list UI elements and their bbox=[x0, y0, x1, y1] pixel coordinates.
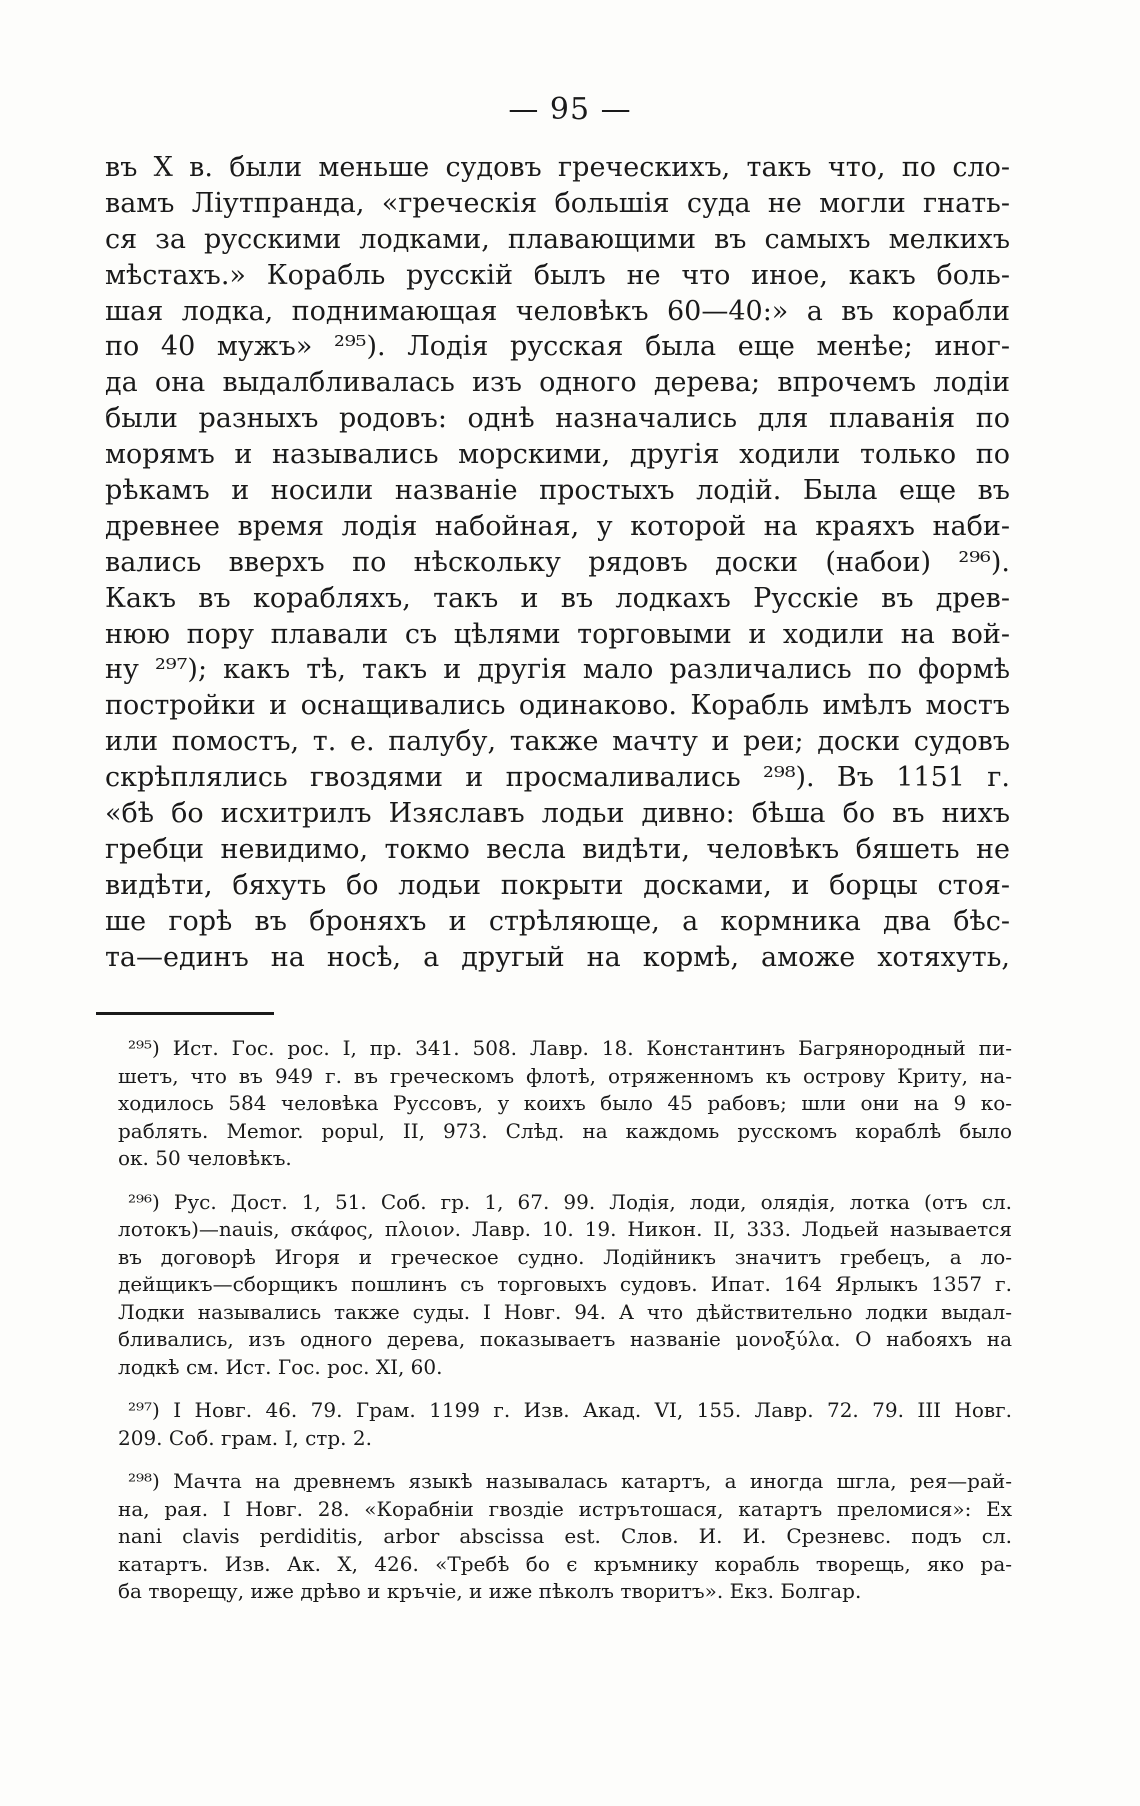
page-number: — 95 — bbox=[508, 92, 632, 127]
footnote-line: Лодки назывались также суды. I Новг. 94. А что дѣйствительно лодки выдал- bbox=[118, 1299, 1012, 1324]
text-line: рѣкамъ и носили названіе простыхъ лодій. Была еще въ bbox=[105, 475, 1010, 507]
footnote-line: ходилось 584 человѣка Руссовъ, у коихъ было 45 рабовъ; шли они на 9 ко- bbox=[118, 1091, 1012, 1115]
footnote-line: на, рая. I Новг. 28. «Корабнiи гвоздiе истрътошася, катартъ преломися»: Ex bbox=[118, 1496, 1012, 1521]
footnote-line: бливались, изъ одного дерева, показываетъ названіе μονοξύλα. О набояхъ на bbox=[118, 1327, 1012, 1351]
footnote-line: шетъ, что въ 949 г. въ греческомъ флотѣ, отряженномъ къ острову Криту, на- bbox=[118, 1063, 1012, 1088]
footnote-divider bbox=[96, 1012, 274, 1015]
footnote-line: лотокъ)—nauis, σκάφος, πλοιον. Лавр. 10. 19. Никон. II, 333. Лодьей называется bbox=[118, 1217, 1012, 1241]
text-line: мѣстахъ.» Корабль русскій былъ не что иное, какъ боль- bbox=[105, 259, 1010, 291]
text-line: вамъ Ліутпранда, «греческія большія суда не могли гнать- bbox=[105, 187, 1010, 219]
text-line: ну ²⁹⁷); какъ тѣ, такъ и другія мало различались по формѣ bbox=[105, 654, 1010, 686]
text-line: по 40 мужъ» ²⁹⁵). Лодія русская была еще менѣе; иног- bbox=[105, 331, 1010, 363]
text-line: древнее время лодія набойная, у которой на краяхъ наби- bbox=[105, 510, 1010, 542]
text-line: гребци невидимо, токмо весла видѣти, человѣкъ бяшеть не bbox=[105, 833, 1010, 865]
text-line: или помостъ, т. е. палубу, также мачту и реи; доски судовъ bbox=[105, 726, 1010, 758]
footnote-line: nani clavis perdiditis, arbor abscissa est. Слов. И. И. Срезневс. подъ сл. bbox=[118, 1524, 1012, 1548]
footnote-line: дейщикъ—сборщикъ пошлинъ съ торговыхъ судовъ. Ипат. 164 Ярлыкъ 1357 г. bbox=[118, 1272, 1012, 1296]
text-line: Какъ въ корабляхъ, такъ и въ лодкахъ Русскіе въ древ- bbox=[105, 582, 1010, 614]
footnote-295 bbox=[118, 1035, 1012, 1173]
text-line: «бѣ бо исхитрилъ Изяславъ лодьи дивно: бѣша бо въ нихъ bbox=[105, 798, 1010, 830]
text-line: видѣти, бяхуть бо лодьи покрыти досками, и борцы стоя- bbox=[105, 869, 1010, 901]
text-line: да она выдалбливалась изъ одного дерева; впрочемъ лодіи bbox=[105, 367, 1010, 399]
text-line: ше горѣ въ броняхъ и стрѣляюще, а кормника два бѣс- bbox=[105, 905, 1010, 937]
footnote-298 bbox=[118, 1468, 1012, 1606]
footnote-line: катартъ. Изв. Ак. X, 426. «Требѣ бо є кръмнику корабль творещь, яко ра- bbox=[118, 1551, 1012, 1576]
footnote-line: ба творещу, иже дрѣво и кръчіе, и иже пѣколъ творитъ». Екз. Болгар. bbox=[118, 1579, 862, 1603]
main-text bbox=[105, 150, 1010, 975]
footnote-line: ²⁹⁵) Ист. Гос. рос. I, пр. 341. 508. Лавр. 18. Константинъ Багрянородный пи- bbox=[128, 1036, 1012, 1060]
text-line: та—единъ на носѣ, а другый на кормѣ, аможе хотяхуть, bbox=[105, 941, 1010, 973]
footnote-line: лодкѣ см. Ист. Гос. рос. XI, 60. bbox=[118, 1354, 443, 1379]
footnote-line: ²⁹⁸) Мачта на древнемъ языкѣ называлась катартъ, а иногда шгла, рея—рай- bbox=[128, 1469, 1012, 1493]
footnote-297 bbox=[118, 1397, 1012, 1452]
footnote-line: въ договорѣ Игоря и греческое судно. Лодійникъ значитъ гребецъ, а ло- bbox=[118, 1244, 1012, 1269]
text-line: вались вверхъ по нѣскольку рядовъ доски (набои) ²⁹⁶). bbox=[105, 546, 1010, 578]
text-line: нюю пору плавали съ цѣлями торговыми и ходили на вой- bbox=[105, 618, 1010, 650]
footnote-296 bbox=[118, 1189, 1012, 1382]
footnote-line: ²⁹⁷) I Новг. 46. 79. Грам. 1199 г. Изв. Акад. VI, 155. Лавр. 72. 79. III Новг. bbox=[128, 1398, 1012, 1422]
footnote-line: ²⁹⁶) Рус. Дост. 1, 51. Соб. гр. 1, 67. 99. Лодія, лоди, олядія, лотка (отъ сл. bbox=[128, 1189, 1012, 1214]
text-line: были разныхъ родовъ: однѣ назначались для плаванія по bbox=[105, 403, 1010, 435]
text-line: морямъ и назывались морскими, другія ходили только по bbox=[105, 439, 1010, 471]
text-line: скрѣплялись гвоздями и просмаливались ²⁹⁸). Въ 1151 г. bbox=[105, 762, 1010, 794]
text-line: въ X в. были меньше судовъ греческихъ, такъ что, по сло- bbox=[105, 152, 1010, 183]
text-line: ся за русскими лодками, плавающими въ самыхъ мелкихъ bbox=[105, 223, 1010, 255]
footnotes bbox=[118, 1035, 1012, 1622]
footnote-line: 209. Соб. грам. I, стр. 2. bbox=[118, 1425, 372, 1450]
text-line: постройки и оснащивались одинаково. Корабль имѣлъ мостъ bbox=[105, 690, 1010, 722]
footnote-line: раблять. Memor. popul, II, 973. Слѣд. на каждомь русскомъ кораблѣ было bbox=[118, 1118, 1012, 1143]
text-line: шая лодка, поднимающая человѣкъ 60—40:» а въ корабли bbox=[105, 295, 1010, 327]
footnote-line: ок. 50 человѣкъ. bbox=[118, 1146, 292, 1170]
